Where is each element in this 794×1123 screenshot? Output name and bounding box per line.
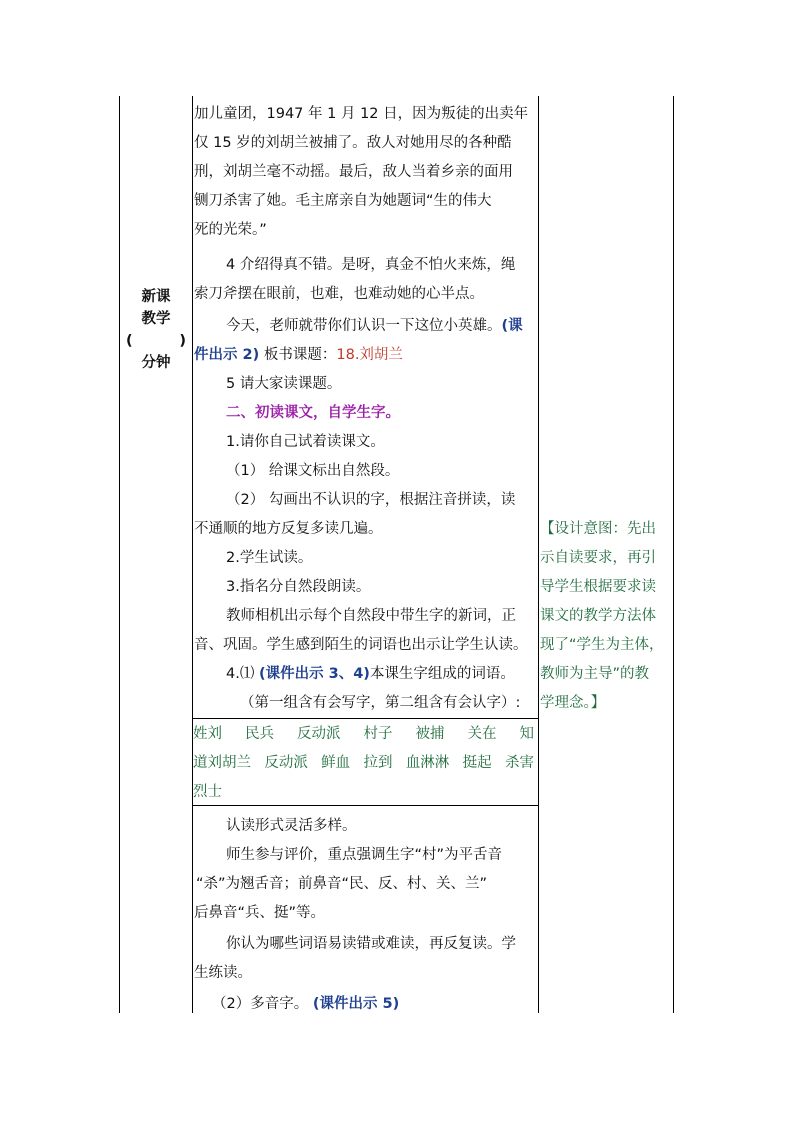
table-border-right <box>673 96 674 1013</box>
p3-text: 今天，老师就带你们认识一下这位小英雄。 <box>226 318 502 334</box>
design-note-line2: 示自读要求，再引 <box>540 550 656 566</box>
polyphone-label: （2）多音字。 <box>212 996 309 1012</box>
vocab-row-1 <box>193 720 538 749</box>
paren-right: ) <box>179 333 186 349</box>
after-4 <box>212 990 399 1019</box>
left-column-label <box>120 286 192 374</box>
vocab-box-top <box>192 718 538 719</box>
left-label-line4: 分钟 <box>141 355 171 371</box>
vocab-row-3 <box>193 778 538 807</box>
vocab-word: 村子 <box>363 726 393 742</box>
p3-line1 <box>226 312 523 341</box>
vocab-word: 挺起 <box>462 755 492 771</box>
left-label-line1: 新课 <box>141 289 171 305</box>
vocab-word: 被捕 <box>415 726 445 742</box>
p2-line2: 索刀斧摆在眼前，也难，也难动她的心半点。 <box>194 286 484 302</box>
design-note-line3: 导学生根据要求读 <box>540 579 656 595</box>
step-4-number: 4.⑴ <box>226 666 255 682</box>
after-2-line2: “杀”为翘舌音；前鼻音“民、反、村、关、兰” <box>196 876 488 892</box>
left-label-parens <box>120 330 192 352</box>
design-note-line5: 现了“学生为主体， <box>540 637 664 653</box>
board-title-label: 板书课题： <box>263 347 337 363</box>
p1-line3: 刑，刘胡兰毫不动摇。最后，敌人当着乡亲的面用 <box>194 164 513 180</box>
step-4 <box>226 660 515 689</box>
after-2-line3: 后鼻音“兵、挺”等。 <box>194 905 326 921</box>
p4-line: 5 请大家读课题。 <box>226 376 342 392</box>
step-3-extra-line1: 教师相机出示每个自然段中带生字的新词，正 <box>226 608 516 624</box>
vocab-box <box>193 720 538 807</box>
after-1: 认读形式灵活多样。 <box>226 818 357 834</box>
p1-line4: 铡刀杀害了她。毛主席亲自为她题词“生的伟大 <box>194 193 492 209</box>
p3-line2 <box>194 341 403 370</box>
step-1b-line1: （2） 勾画出不认识的字，根据注音拼读，读 <box>226 492 516 508</box>
vocab-word: 鲜血 <box>321 755 351 771</box>
vocab-word: 道刘胡兰 <box>193 755 251 771</box>
step-4-text: 本课生字组成的词语。 <box>369 666 515 682</box>
table-divider-1 <box>192 96 193 1013</box>
vocab-word: 知 <box>519 726 534 742</box>
p1-line1: 加儿童团，1947 年 1 月 12 日，因为叛徒的出卖年 <box>194 106 529 122</box>
lesson-title: 18.刘胡兰 <box>336 347 403 363</box>
after-2-line1: 师生参与评价，重点强调生字“村”为平舌音 <box>226 847 503 863</box>
step-4-note: （第一组含有会写字，第二组含有会认字）: <box>240 695 521 711</box>
step-3: 3.指名分自然段朗读。 <box>226 579 371 595</box>
section-2-heading: 二、初读课文，自学生字。 <box>226 405 400 421</box>
vocab-word: 烈士 <box>193 784 222 800</box>
p1-line5: 死的光荣。” <box>194 222 267 238</box>
paren-left: ( <box>126 333 133 349</box>
p2-line1: 4 介绍得真不错。是呀，真金不怕火来炼，绳 <box>226 257 516 273</box>
vocab-word: 杀害 <box>504 755 534 771</box>
table-border-left <box>119 96 120 1013</box>
after-3-line1: 你认为哪些词语易读错或难读，再反复读。学 <box>226 936 516 952</box>
after-3-line2: 生练读。 <box>194 965 252 981</box>
design-note-line6: 教师为主导”的教 <box>540 666 650 682</box>
table-divider-2 <box>538 96 539 1013</box>
courseware-3-4: (课件出示 3、4) <box>258 666 370 682</box>
design-note-line1: 【设计意图：先出 <box>540 521 656 537</box>
step-1: 1.请你自己试着读课文。 <box>226 434 385 450</box>
vocab-word: 血淋淋 <box>405 755 450 771</box>
vocab-word: 关在 <box>467 726 497 742</box>
vocab-row-2 <box>193 749 538 778</box>
p1-line2: 仅 15 岁的刘胡兰被捕了。敌人对她用尽的各种酷 <box>194 135 512 151</box>
courseware-2: 件出示 2) <box>194 347 260 363</box>
step-2: 2.学生试读。 <box>226 550 313 566</box>
courseware-5: (课件出示 5) <box>312 996 400 1012</box>
vocab-word: 民兵 <box>245 726 274 742</box>
vocab-word: 姓刘 <box>193 726 222 742</box>
vocab-word: 反动派 <box>264 755 308 771</box>
left-label-line2: 教学 <box>141 311 171 327</box>
p3-courseware-start: (课 <box>501 318 523 334</box>
step-1b-line2: 不通顺的地方反复多读几遍。 <box>194 521 383 537</box>
step-3-extra-line2: 音、巩固。学生感到陌生的词语也出示让学生认读。 <box>194 637 528 653</box>
design-note-line7: 学理念。】 <box>540 695 606 711</box>
vocab-word: 拉到 <box>363 755 393 771</box>
vocab-word: 反动派 <box>297 726 341 742</box>
design-note-line4: 课文的教学方法体 <box>540 608 656 624</box>
step-1a: （1） 给课文标出自然段。 <box>226 463 400 479</box>
